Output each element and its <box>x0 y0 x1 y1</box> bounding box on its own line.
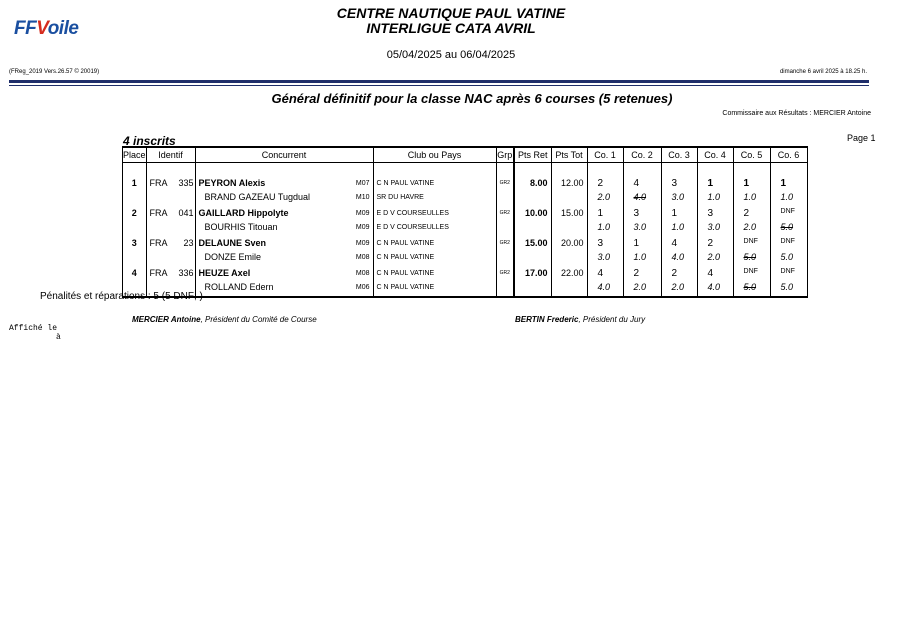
concurrent-cell <box>195 236 373 252</box>
place-cell: 3 <box>123 236 147 252</box>
pts-tot-blank <box>551 192 587 206</box>
signature-left <box>132 315 317 324</box>
group-cell: GR2 <box>496 266 514 282</box>
page-number: Page 1 <box>847 133 876 143</box>
results-body <box>123 163 808 298</box>
race-3-points: 3.0 <box>661 192 697 206</box>
race-6-rank: DNF <box>770 266 807 282</box>
club-cell: C N PAUL VATINE <box>373 266 496 282</box>
crew-category: M06 <box>355 284 370 291</box>
group-cell: GR2 <box>496 236 514 252</box>
results-title: Général définitif pour la classe NAC après 6 courses (5 retenues) <box>271 91 673 106</box>
race-1-rank: 4 <box>587 266 623 282</box>
group-blank <box>496 252 514 266</box>
sail-number: 335 <box>178 178 194 188</box>
race-1-points: 3.0 <box>587 252 623 266</box>
race-2-points: 2.0 <box>623 282 661 297</box>
place-cell: 1 <box>123 176 147 192</box>
helm-category: M09 <box>355 210 370 217</box>
race-6-rank: DNF <box>770 236 807 252</box>
software-version: (FReg_2019 Vers.26.57 © 20019) <box>9 69 100 75</box>
crew-name: ROLLAND Edern <box>204 282 274 292</box>
pts-tot-blank <box>551 282 587 297</box>
spacer-cell <box>514 163 551 177</box>
pts-ret-blank <box>514 282 551 297</box>
signature-right <box>515 315 645 324</box>
helm-category: M07 <box>355 180 370 187</box>
race-4-rank: 3 <box>697 206 733 222</box>
nation-code: FRA <box>149 208 168 218</box>
col-identif: Identif <box>146 147 195 163</box>
identif-blank <box>146 222 195 236</box>
commissaire-label: Commissaire aux Résultats : MERCIER Antoine <box>722 110 871 117</box>
table-row <box>123 236 808 252</box>
pts-ret-blank <box>514 192 551 206</box>
group-cell: GR2 <box>496 176 514 192</box>
spacer-cell <box>661 163 697 177</box>
club-cell: C N PAUL VATINE <box>373 236 496 252</box>
race-4-points: 1.0 <box>697 192 733 206</box>
helm-name: DELAUNE Sven <box>198 238 267 248</box>
concurrent-cell <box>195 176 373 192</box>
crew-cell <box>195 282 373 297</box>
col-race-4: Co. 4 <box>697 147 733 163</box>
race-1-rank: 2 <box>587 176 623 192</box>
race-4-points: 2.0 <box>697 252 733 266</box>
table-row <box>123 206 808 222</box>
race-3-rank: 4 <box>661 236 697 252</box>
helm-category: M08 <box>355 270 370 277</box>
race-6-rank: 1 <box>770 176 807 192</box>
spacer-cell <box>733 163 770 177</box>
helm-name: HEUZE Axel <box>198 268 251 278</box>
crew-category: M10 <box>355 194 370 201</box>
pts-ret-cell: 17.00 <box>514 266 551 282</box>
affiche-label: Affiché le <box>9 324 58 333</box>
race-2-points: 1.0 <box>623 252 661 266</box>
affiche-a-label: à <box>56 333 61 342</box>
header-rule-thick <box>9 80 869 83</box>
group-blank <box>496 192 514 206</box>
spacer-cell <box>373 163 496 177</box>
pts-ret-blank <box>514 252 551 266</box>
race-3-points: 1.0 <box>661 222 697 236</box>
race-1-points: 2.0 <box>587 192 623 206</box>
race-5-points: 1.0 <box>733 192 770 206</box>
race-5-points: 5.0 <box>733 282 770 297</box>
race-6-points: 5.0 <box>770 222 807 236</box>
place-blank <box>123 252 147 266</box>
race-3-rank: 3 <box>661 176 697 192</box>
sail-number: 336 <box>178 268 194 278</box>
crew-category: M09 <box>355 224 370 231</box>
table-row-crew <box>123 192 808 206</box>
crew-cell <box>195 252 373 266</box>
place-blank <box>123 222 147 236</box>
club-cell: E D V COURSEULLES <box>373 206 496 222</box>
identif-cell <box>146 266 195 282</box>
jury-president-name: BERTIN Frederic <box>515 315 579 324</box>
spacer-cell <box>146 163 195 177</box>
col-pts-tot: Pts Tot <box>551 147 587 163</box>
race-2-rank: 2 <box>623 266 661 282</box>
col-race-1: Co. 1 <box>587 147 623 163</box>
race-4-points: 3.0 <box>697 222 733 236</box>
identif-cell <box>146 176 195 192</box>
col-race-5: Co. 5 <box>733 147 770 163</box>
race-4-points: 4.0 <box>697 282 733 297</box>
spacer-cell <box>496 163 514 177</box>
col-place: Place <box>123 147 147 163</box>
sail-number: 041 <box>178 208 194 218</box>
identif-blank <box>146 192 195 206</box>
crew-name: BOURHIS Titouan <box>204 222 278 232</box>
col-race-3: Co. 3 <box>661 147 697 163</box>
event-title: INTERLIGUE CATA AVRIL <box>366 20 536 36</box>
race-3-points: 4.0 <box>661 252 697 266</box>
race-6-rank: DNF <box>770 206 807 222</box>
spacer-cell <box>770 163 807 177</box>
race-6-points: 5.0 <box>770 252 807 266</box>
spacer-cell <box>697 163 733 177</box>
race-1-rank: 1 <box>587 206 623 222</box>
place-cell: 2 <box>123 206 147 222</box>
crew-name: BRAND GAZEAU Tugdual <box>204 192 311 202</box>
identif-cell <box>146 206 195 222</box>
race-4-rank: 4 <box>697 266 733 282</box>
pts-tot-blank <box>551 252 587 266</box>
group-cell: GR2 <box>496 206 514 222</box>
helm-name: GAILLARD Hippolyte <box>198 208 289 218</box>
table-row <box>123 176 808 192</box>
concurrent-cell <box>195 206 373 222</box>
identif-cell <box>146 236 195 252</box>
crew-club-cell: C N PAUL VATINE <box>373 252 496 266</box>
race-officer-role: , Président du Comité de Course <box>200 315 317 324</box>
race-1-rank: 3 <box>587 236 623 252</box>
col-race-2: Co. 2 <box>623 147 661 163</box>
race-5-points: 2.0 <box>733 222 770 236</box>
pts-tot-cell: 12.00 <box>551 176 587 192</box>
crew-cell <box>195 222 373 236</box>
race-5-rank: DNF <box>733 236 770 252</box>
spacer-cell <box>623 163 661 177</box>
race-6-points: 1.0 <box>770 192 807 206</box>
race-5-points: 5.0 <box>733 252 770 266</box>
place-blank <box>123 192 147 206</box>
race-2-rank: 1 <box>623 236 661 252</box>
race-2-rank: 4 <box>623 176 661 192</box>
race-5-rank: DNF <box>733 266 770 282</box>
table-row-crew <box>123 282 808 297</box>
crew-cell <box>195 192 373 206</box>
club-cell: C N PAUL VATINE <box>373 176 496 192</box>
spacer-cell <box>587 163 623 177</box>
helm-category: M09 <box>355 240 370 247</box>
pts-tot-cell: 20.00 <box>551 236 587 252</box>
race-6-points: 5.0 <box>770 282 807 297</box>
ffvoile-logo: FFVoile <box>14 18 79 39</box>
race-5-rank: 2 <box>733 206 770 222</box>
race-2-points: 3.0 <box>623 222 661 236</box>
helm-name: PEYRON Alexis <box>198 178 266 188</box>
identif-blank <box>146 252 195 266</box>
header-rule-thin <box>9 85 869 86</box>
pts-tot-blank <box>551 222 587 236</box>
nation-code: FRA <box>149 178 168 188</box>
crew-club-cell: C N PAUL VATINE <box>373 282 496 297</box>
nation-code: FRA <box>149 268 168 278</box>
col-race-6: Co. 6 <box>770 147 807 163</box>
event-dates: 05/04/2025 au 06/04/2025 <box>386 49 516 61</box>
pts-ret-cell: 15.00 <box>514 236 551 252</box>
entry-count: 4 inscrits <box>123 134 176 148</box>
pts-tot-cell: 15.00 <box>551 206 587 222</box>
pts-ret-cell: 8.00 <box>514 176 551 192</box>
crew-club-cell: E D V COURSEULLES <box>373 222 496 236</box>
group-blank <box>496 282 514 297</box>
pts-ret-blank <box>514 222 551 236</box>
results-table <box>122 146 808 298</box>
nation-code: FRA <box>149 238 168 248</box>
pts-tot-cell: 22.00 <box>551 266 587 282</box>
pts-ret-cell: 10.00 <box>514 206 551 222</box>
group-blank <box>496 222 514 236</box>
race-5-rank: 1 <box>733 176 770 192</box>
race-2-rank: 3 <box>623 206 661 222</box>
race-3-rank: 1 <box>661 206 697 222</box>
race-3-points: 2.0 <box>661 282 697 297</box>
print-date: dimanche 6 avril 2025 à 18.25 h. <box>779 69 867 75</box>
concurrent-cell <box>195 266 373 282</box>
col-grp: Grp <box>496 147 514 163</box>
spacer-cell <box>123 163 147 177</box>
race-1-points: 1.0 <box>587 222 623 236</box>
place-cell: 4 <box>123 266 147 282</box>
penalties-note: Pénalités et réparations : 5 (5 DNF; ) <box>40 291 203 302</box>
col-club: Club ou Pays <box>373 147 496 163</box>
col-pts-ret: Pts Ret <box>514 147 551 163</box>
spacer-cell <box>551 163 587 177</box>
sail-number: 23 <box>183 238 194 248</box>
race-2-points: 4.0 <box>623 192 661 206</box>
race-officer-name: MERCIER Antoine <box>132 315 201 324</box>
race-1-points: 4.0 <box>587 282 623 297</box>
race-4-rank: 1 <box>697 176 733 192</box>
spacer-cell <box>195 163 373 177</box>
crew-category: M08 <box>355 254 370 261</box>
spacer-row <box>123 163 808 177</box>
crew-club-cell: SR DU HAVRE <box>373 192 496 206</box>
club-title: CENTRE NAUTIQUE PAUL VATINE <box>336 5 566 21</box>
race-3-rank: 2 <box>661 266 697 282</box>
jury-president-role: , Président du Jury <box>578 315 646 324</box>
crew-name: DONZE Emile <box>204 252 262 262</box>
table-row-crew <box>123 252 808 266</box>
table-header-row <box>123 147 808 163</box>
race-4-rank: 2 <box>697 236 733 252</box>
table-row-crew <box>123 222 808 236</box>
table-row <box>123 266 808 282</box>
col-concurrent: Concurrent <box>195 147 373 163</box>
